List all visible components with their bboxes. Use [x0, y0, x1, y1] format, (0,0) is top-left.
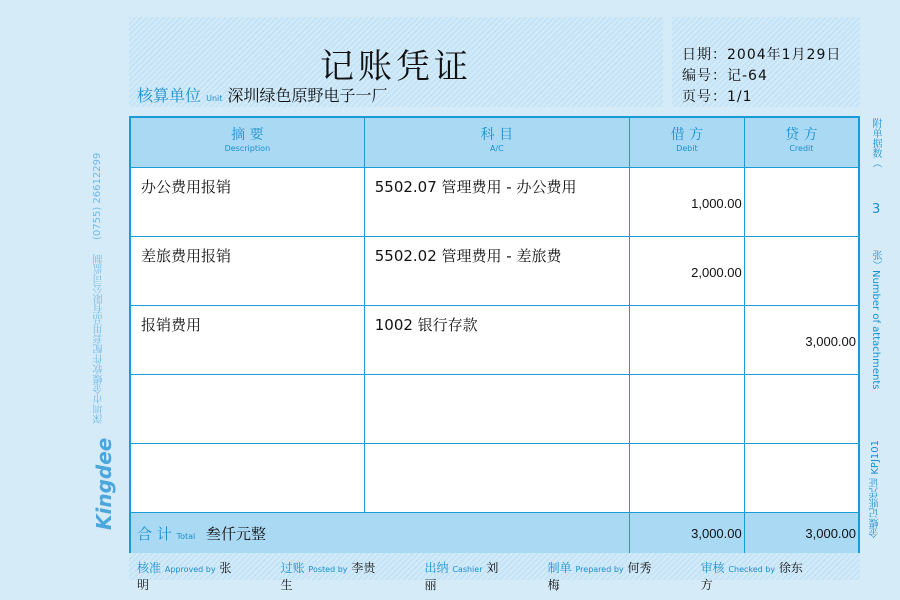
row-credit — [744, 374, 859, 443]
maker-text: 深圳市金蝶软件配套用品有限公司监制 — [94, 253, 105, 424]
total-credit: 3,000.00 — [744, 512, 859, 555]
maker-phone: (0755) 26612299 — [92, 152, 103, 240]
row-debit — [629, 374, 744, 443]
row-account: 1002 银行存款 — [364, 305, 629, 374]
row-debit: 1,000.00 — [629, 167, 744, 236]
total-amount-words: 叁仟元整 — [206, 524, 267, 543]
posted-by: 过账 Posted by 李贵生 — [280, 561, 376, 592]
row-credit — [744, 236, 859, 305]
total-label-en: Total — [176, 531, 196, 541]
left-side-print — [92, 140, 116, 530]
table-header — [130, 117, 859, 167]
row-description — [130, 443, 364, 512]
row-description: 报销费用 — [130, 305, 364, 374]
row-description — [130, 374, 364, 443]
total-label-cell — [130, 512, 629, 555]
table-row — [130, 374, 859, 443]
table-row — [130, 443, 859, 512]
cashier: 出纳 Cashier 刘丽 — [424, 561, 499, 592]
col-debit: 借 方 Debit — [629, 117, 744, 167]
kingdee-logo: Kingdee — [92, 437, 116, 530]
unit-label: 核算单位 — [137, 86, 202, 105]
accounting-unit — [137, 83, 388, 106]
row-account — [364, 443, 629, 512]
row-account: 5502.07 管理费用 - 办公费用 — [364, 167, 629, 236]
page-number: 页号：1/1 — [682, 89, 753, 105]
table-row — [130, 236, 859, 305]
row-credit — [744, 167, 859, 236]
total-debit: 3,000.00 — [629, 512, 744, 555]
voucher-date: 日期：2004年1月29日 — [682, 47, 842, 63]
signature-footer — [129, 553, 860, 592]
table-row — [130, 305, 859, 374]
total-row — [130, 512, 859, 555]
row-debit — [629, 305, 744, 374]
row-credit — [744, 443, 859, 512]
checked-by: 审核 Checked by 徐东方 — [700, 561, 803, 592]
form-code: 金蝶记账凭证 KPJ101 — [870, 440, 881, 538]
attach-label: 附单据数（ — [870, 118, 881, 168]
col-credit: 贷 方 Credit — [744, 117, 859, 167]
page-title: 记账凭证 — [320, 47, 472, 87]
col-description: 摘 要 Description — [130, 117, 364, 167]
row-account — [364, 374, 629, 443]
row-credit: 3,000.00 — [744, 305, 859, 374]
unit-label-en: Unit — [206, 94, 223, 103]
unit-name: 深圳绿色原野电子一厂 — [227, 86, 388, 105]
row-description: 办公费用报销 — [130, 167, 364, 236]
table-row — [130, 167, 859, 236]
row-account: 5502.02 管理费用 - 差旅费 — [364, 236, 629, 305]
title-box — [129, 17, 663, 107]
col-account: 科 目 A/C — [364, 117, 629, 167]
info-box — [672, 17, 860, 107]
row-description: 差旅费用报销 — [130, 236, 364, 305]
row-debit: 2,000.00 — [629, 236, 744, 305]
voucher-number: 编号：记-64 — [682, 68, 768, 84]
voucher-table — [129, 116, 860, 556]
row-debit — [629, 443, 744, 512]
prepared-by: 制单 Prepared by 何秀梅 — [547, 561, 652, 592]
total-label: 合 计 — [137, 524, 172, 543]
approved-by: 核准 Approved by 张明 — [137, 561, 232, 592]
attach-suffix: 张）Number of attachments — [870, 250, 881, 390]
attach-count: 3 — [872, 202, 881, 217]
